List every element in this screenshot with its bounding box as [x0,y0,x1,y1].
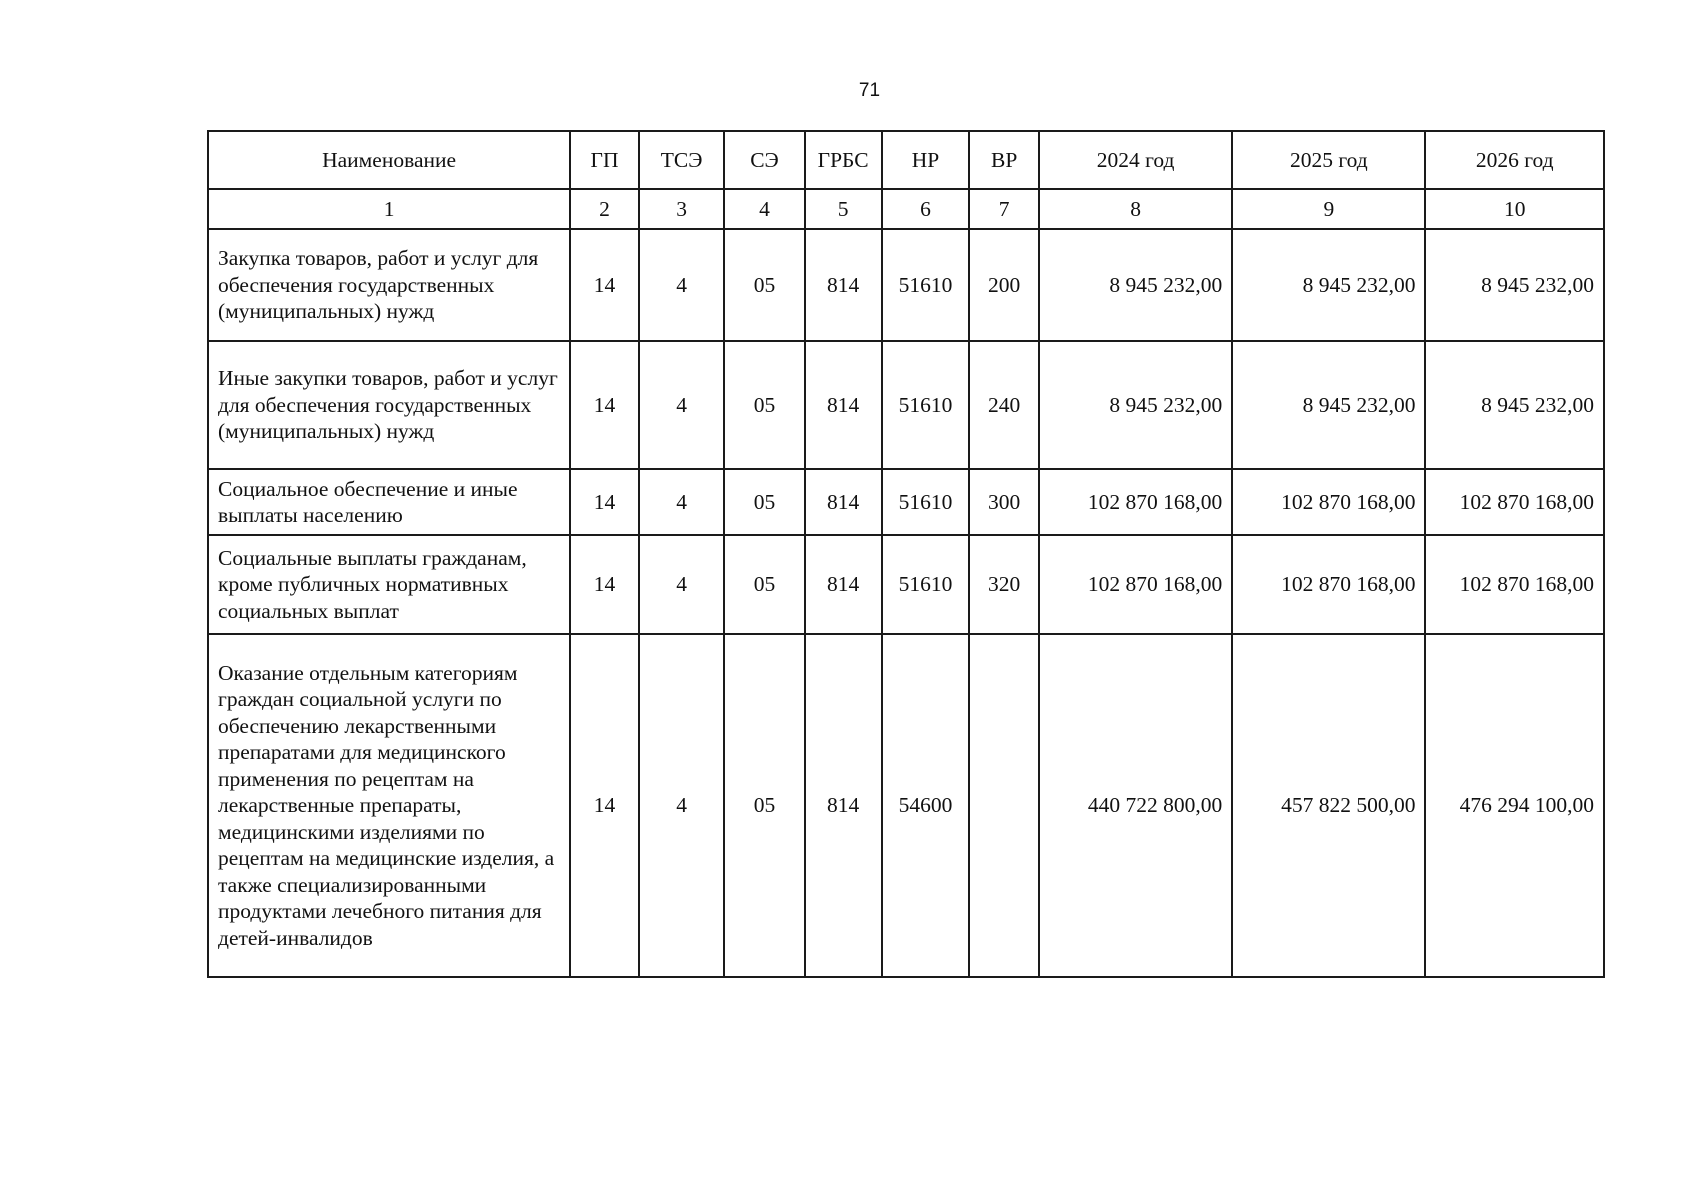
cell-gp: 14 [570,535,639,634]
header-gp: ГП [570,131,639,189]
table-row [208,469,1604,535]
cell-nr: 54600 [882,634,970,977]
cell-name: Социальное обеспечение и иные выплаты населению [208,469,570,535]
cell-2026: 8 945 232,00 [1425,229,1604,341]
header-row [208,131,1604,189]
cell-vr: 300 [969,469,1039,535]
cell-gp: 14 [570,341,639,469]
cell-2025: 8 945 232,00 [1232,229,1425,341]
header-tse: ТСЭ [639,131,725,189]
cell-name: Социальные выплаты гражданам, кроме публичных нормативных социальных выплат [208,535,570,634]
table-row [208,634,1604,977]
column-number: 10 [1425,189,1604,229]
cell-2026: 8 945 232,00 [1425,341,1604,469]
cell-nr: 51610 [882,469,970,535]
cell-se: 05 [724,229,804,341]
cell-se: 05 [724,341,804,469]
header-se: СЭ [724,131,804,189]
table-body [208,229,1604,977]
table-row [208,341,1604,469]
cell-tse: 4 [639,634,725,977]
header-2024: 2024 год [1039,131,1232,189]
column-number: 5 [805,189,882,229]
cell-grbs: 814 [805,535,882,634]
cell-2025: 102 870 168,00 [1232,469,1425,535]
header-2026: 2026 год [1425,131,1604,189]
header-name: Наименование [208,131,570,189]
cell-vr [969,634,1039,977]
table-row [208,535,1604,634]
cell-2024: 8 945 232,00 [1039,341,1232,469]
header-grbs: ГРБС [805,131,882,189]
header-nr: НР [882,131,970,189]
cell-gp: 14 [570,634,639,977]
cell-2025: 102 870 168,00 [1232,535,1425,634]
cell-2024: 8 945 232,00 [1039,229,1232,341]
column-number: 2 [570,189,639,229]
cell-nr: 51610 [882,341,970,469]
column-number: 1 [208,189,570,229]
cell-grbs: 814 [805,341,882,469]
cell-tse: 4 [639,341,725,469]
cell-nr: 51610 [882,535,970,634]
cell-tse: 4 [639,469,725,535]
column-number: 7 [969,189,1039,229]
cell-se: 05 [724,634,804,977]
cell-name: Закупка товаров, работ и услуг для обеспечения государственных (муниципальных) нужд [208,229,570,341]
column-number: 4 [724,189,804,229]
header-2025: 2025 год [1232,131,1425,189]
cell-vr: 240 [969,341,1039,469]
table-header [208,131,1604,229]
cell-nr: 51610 [882,229,970,341]
column-number: 3 [639,189,725,229]
cell-grbs: 814 [805,469,882,535]
cell-2024: 440 722 800,00 [1039,634,1232,977]
cell-name: Иные закупки товаров, работ и услуг для обеспечения государственных (муниципальных) нужд [208,341,570,469]
cell-2026: 102 870 168,00 [1425,535,1604,634]
column-number: 9 [1232,189,1425,229]
table-row [208,229,1604,341]
cell-grbs: 814 [805,634,882,977]
cell-tse: 4 [639,229,725,341]
budget-table [207,130,1605,978]
cell-2025: 8 945 232,00 [1232,341,1425,469]
cell-se: 05 [724,469,804,535]
column-number: 8 [1039,189,1232,229]
cell-vr: 200 [969,229,1039,341]
column-number: 6 [882,189,970,229]
cell-grbs: 814 [805,229,882,341]
cell-2024: 102 870 168,00 [1039,469,1232,535]
column-number-row [208,189,1604,229]
cell-vr: 320 [969,535,1039,634]
cell-2026: 102 870 168,00 [1425,469,1604,535]
cell-se: 05 [724,535,804,634]
cell-2024: 102 870 168,00 [1039,535,1232,634]
cell-2025: 457 822 500,00 [1232,634,1425,977]
cell-gp: 14 [570,469,639,535]
cell-gp: 14 [570,229,639,341]
cell-2026: 476 294 100,00 [1425,634,1604,977]
cell-tse: 4 [639,535,725,634]
header-vr: ВР [969,131,1039,189]
cell-name: Оказание отдельным категориям граждан социальной услуги по обеспечению лекарственными препаратами для медицинского применения по рецептам на лекарственные препараты, медицинскими изделиями по рецептам на медицинские изделия, а также специализированными продуктами лечебного питания для детей-инвалидов [208,634,570,977]
page-number: 71 [858,80,881,101]
